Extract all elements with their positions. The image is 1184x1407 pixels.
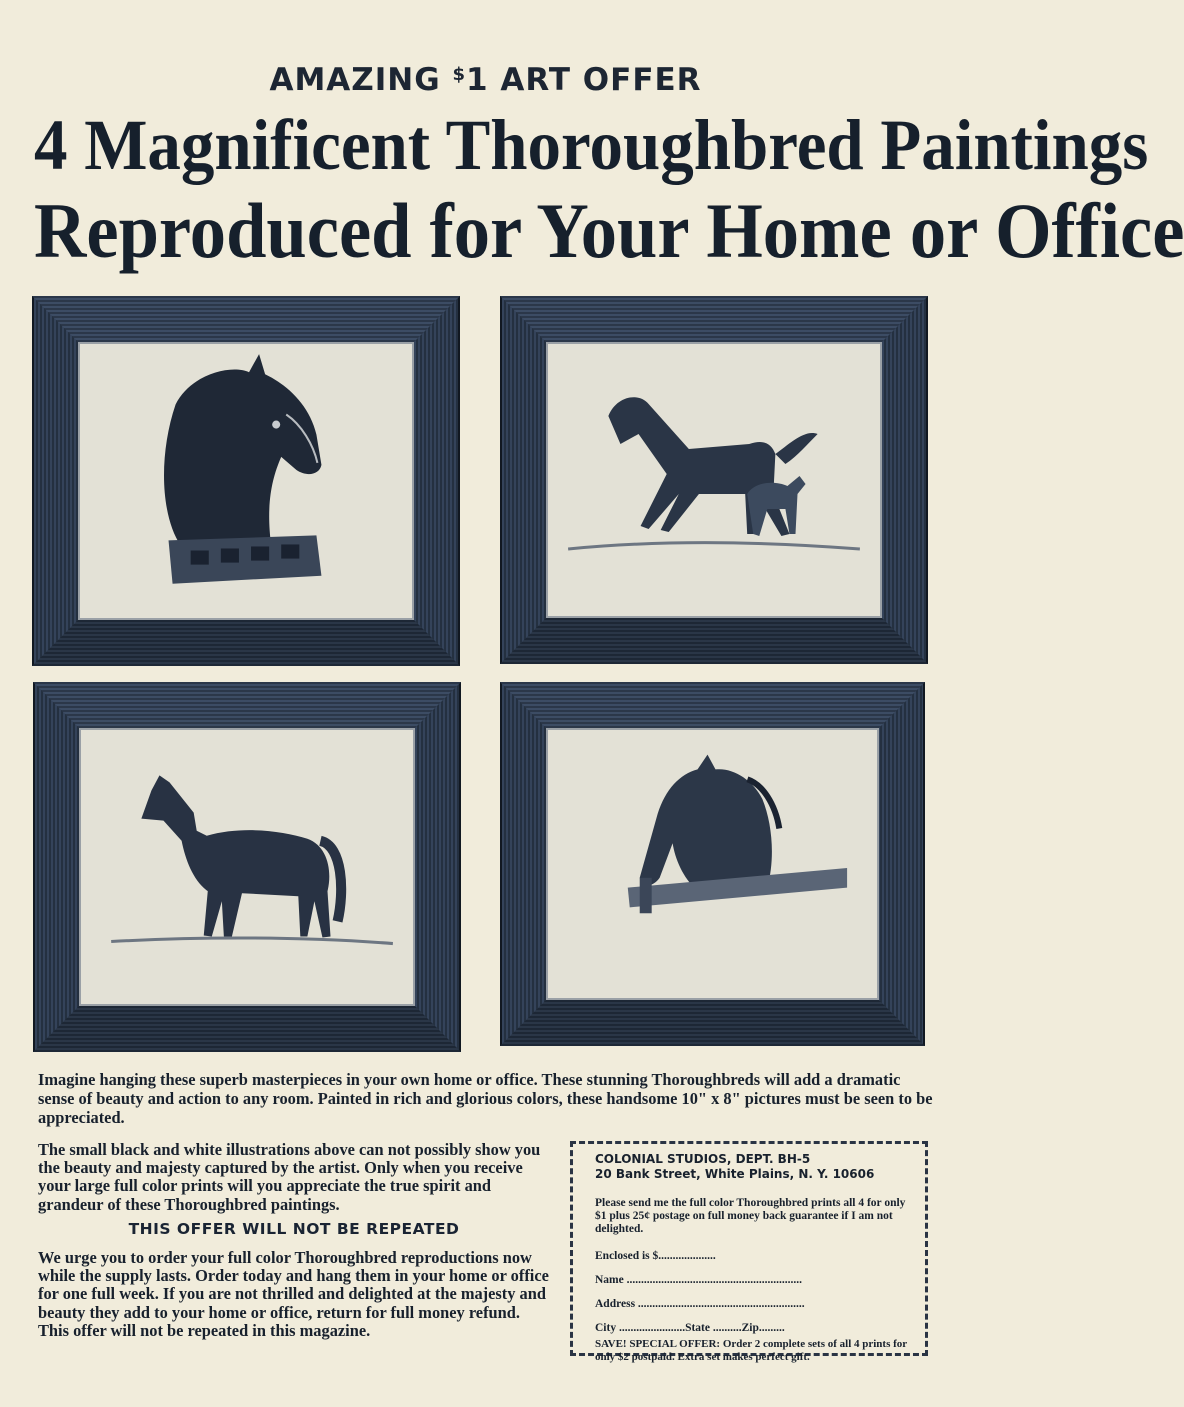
coupon-address: 20 Bank Street, White Plains, N. Y. 10606 <box>595 1167 875 1181</box>
kicker-post: 1 ART OFFER <box>466 62 702 98</box>
kicker-dollar: $ <box>452 64 467 85</box>
painting-horse-head-stall <box>78 342 414 620</box>
intro-paragraph: Imagine hanging these superb masterpieces in your own home or office. These stunning Thoroughbreds will add a dramatic sense of beauty and action to any room. Painted in rich and glorious colors, these handsome 10" x 8" pictures must be seen to be appreciated. <box>38 1070 933 1127</box>
frame-bevel-bottom <box>500 1000 925 1046</box>
painting-mare-and-foal <box>546 342 882 618</box>
coupon-company: COLONIAL STUDIOS, DEPT. BH-5 <box>595 1152 811 1166</box>
kicker-pre: AMAZING <box>269 62 453 98</box>
coupon-request: Please send me the full color Thoroughbred prints all 4 for only $1 plus 25¢ postage on full money back guarantee if I am not delighted. <box>595 1197 906 1235</box>
name-field[interactable]: Name ............................................................. <box>595 1274 802 1286</box>
headline-line-1: 4 Magnificent Thoroughbred Paintings <box>33 105 1149 185</box>
frame-bevel-bottom <box>500 618 928 664</box>
order-coupon[interactable] <box>570 1141 928 1363</box>
headline-line-2: Reproduced for Your Home or Office <box>33 187 1184 274</box>
frame-bevel-top <box>500 682 925 728</box>
painting-frame-2 <box>500 296 928 664</box>
painting-frame-3 <box>33 682 461 1052</box>
offer-kicker <box>0 62 971 98</box>
painting-standing-horse <box>79 728 415 1006</box>
painting-frame-4 <box>500 682 925 1046</box>
address-field[interactable]: Address .......................................................... <box>595 1298 805 1310</box>
frame-bevel-top <box>33 682 461 728</box>
offer-notice: THIS OFFER WILL NOT BE REPEATED <box>128 1220 460 1238</box>
frame-bevel-top <box>32 296 460 342</box>
frame-bevel-bottom <box>32 620 460 666</box>
illustration-paragraph: The small black and white illustrations above can not possibly show you the beauty and majesty captured by the artist. Only when you receive your large full color prints will you appreciate the true spirit and grandeur of these Thoroughbred paintings. <box>38 1140 541 1214</box>
special-offer-note: SAVE! SPECIAL OFFER: Order 2 complete sets of all 4 prints for only $2 postpaid. Extra set makes perfect gift. <box>595 1338 907 1363</box>
city-state-zip-field[interactable]: City .......................State ..........Zip......... <box>595 1322 785 1334</box>
enclosed-field[interactable]: Enclosed is $.................... <box>595 1250 716 1262</box>
frame-bevel-bottom <box>33 1006 461 1052</box>
painting-frame-1 <box>32 296 460 666</box>
painting-horse-head-fence <box>546 728 879 1000</box>
order-paragraph: We urge you to order your full color Thoroughbred reproductions now while the supply lasts. Order today and hang them in your home or office for one full week. If you are not thrilled and delighted at the majesty and beauty they add to your home or office, return for full money refund. This offer will not be repeated in this magazine. <box>38 1248 549 1340</box>
frame-bevel-top <box>500 296 928 342</box>
